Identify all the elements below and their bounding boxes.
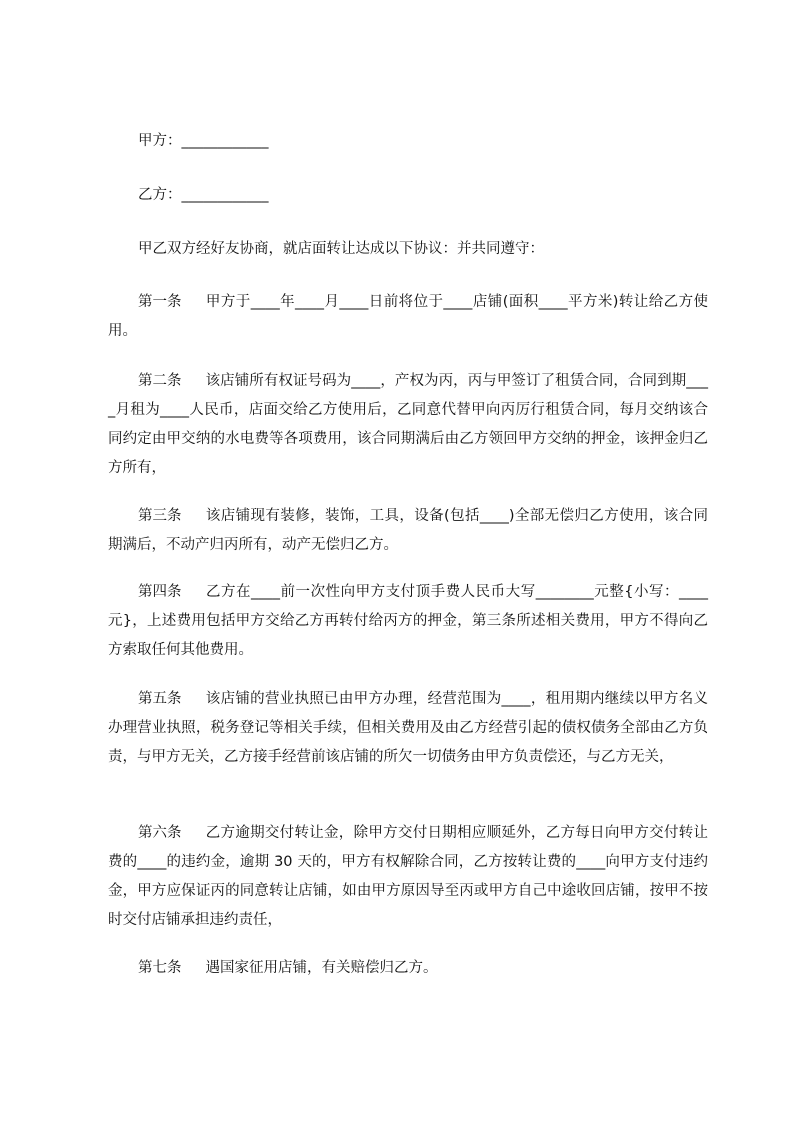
article-7-title: 第七条 xyxy=(138,960,182,976)
article-6-title: 第六条 xyxy=(138,825,182,841)
article-5-title: 第五条 xyxy=(138,691,182,707)
article-7-text: 遇国家征用店铺，有关赔偿归乙方。 xyxy=(205,960,438,976)
article-5-text: 该店铺的营业执照已由甲方办理，经营范围为____，租用期内继续以甲方名义办理营业执照，税务登记等相关手续，但相关费用及由乙方经营引起的债权债务全部由乙方负责，与甲方无关，乙方接手经营前该店铺的所欠一切债务由甲方负责偿还，与乙方无关， xyxy=(108,691,708,765)
article-2-text: 该店铺所有权证号码为____，产权为丙，丙与甲签订了租赁合同，合同到期____月租为____人民币，店面交给乙方使用后，乙同意代替甲向丙厉行租赁合同，每月交纳该合同约定由甲交纳的水电费等各项费用，该合同期满后由乙方领回甲方交纳的押金，该押金归乙方所有， xyxy=(108,373,708,476)
article-7 xyxy=(108,954,708,983)
article-3 xyxy=(108,502,708,560)
article-1-text: 甲方于____年____月____日前将位于____店铺(面积____平方米)转让给乙方使用。 xyxy=(108,294,708,339)
party-a-line: 甲方：____________ xyxy=(138,133,269,149)
intro-paragraph: 甲乙双方经好友协商，就店面转让达成以下协议：并共同遵守： xyxy=(138,241,544,257)
article-1 xyxy=(108,288,708,346)
article-4 xyxy=(108,578,708,665)
article-4-title: 第四条 xyxy=(138,584,182,600)
article-6 xyxy=(108,819,708,935)
article-2-title: 第二条 xyxy=(138,373,182,389)
article-6-text: 乙方逾期交付转让金，除甲方交付日期相应顺延外，乙方每日向甲方交付转让费的____的违约金，逾期 30 天的，甲方有权解除合同，乙方按转让费的____向甲方支付违约金，甲方应保证丙的同意转让店铺，如由甲方原因导至丙或甲方自己中途收回店铺，按甲不按时交付店铺承担违约责任， xyxy=(108,825,708,928)
article-4-text: 乙方在____前一次性向甲方支付顶手费人民币大写________元整{小写：____元}，上述费用包括甲方交给乙方再转付给丙方的押金，第三条所述相关费用，甲方不得向乙方索取任何其他费用。 xyxy=(108,584,708,658)
article-5 xyxy=(108,685,708,772)
article-2 xyxy=(108,367,708,483)
article-1-title: 第一条 xyxy=(138,294,182,310)
article-3-title: 第三条 xyxy=(138,508,182,524)
party-b-line: 乙方：____________ xyxy=(138,187,269,203)
article-3-text: 该店铺现有装修，装饰，工具，设备(包括____)全部无偿归乙方使用，该合同期满后，不动产归丙所有，动产无偿归乙方。 xyxy=(108,508,708,553)
